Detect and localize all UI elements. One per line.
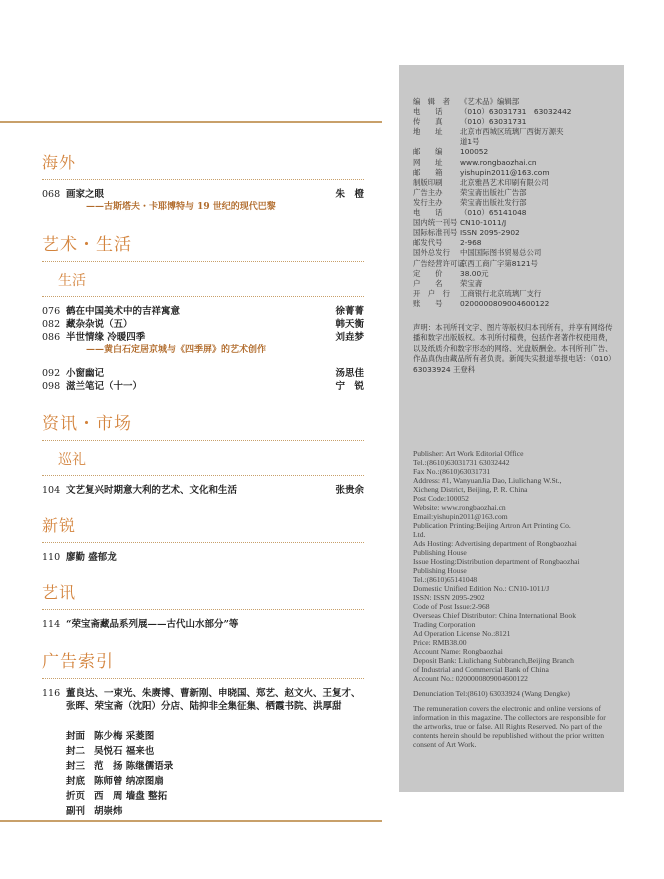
imprint-row [413,117,617,127]
imprint-label: 广告主办 [413,187,443,197]
imprint-english-line: Tel.:(8610)63031731 63032442 [413,458,510,467]
imprint-value: 中国国际图书贸易总公司 [460,248,542,258]
imprint-english-line: Website: www.rongbaozhai.cn [413,503,506,512]
imprint-row [413,147,617,157]
imprint-row [413,289,617,299]
imprint-label: 编 辑 者 [413,97,450,106]
imprint-label: 电 话 [413,107,443,117]
imprint-label: 户 名 [413,278,443,288]
imprint-row [413,218,617,228]
divider [42,440,364,441]
copyright-notice: 声明：本刊所刊文字、图片等版权归本刊所有，并享有网络传播和数字出版版权。本刊所付稿费，包括作者著作权使用费，以及纸质介和数字形态的网络、光盘版酬金。本刊所刊广告、作品真伪由藏品所有者负责。新闻失实报道举报电话：（010）63033924 王登科 [413,322,616,374]
imprint-label: 邮 编 [413,147,443,157]
section-yishu: 艺术・生活 [42,235,132,255]
imprint-value: 0200000809004600122 [460,298,550,308]
imprint-english-line: Ad Operation License No.:8121 [413,629,511,638]
toc-entry-subtitle: ——黄白石定居京城与《四季屏》的艺术创作 [86,345,267,355]
toc-entry[interactable]: 110 廖勤 盛郁龙 [42,552,117,563]
toc-entry[interactable]: 082 藏杂杂说（五） 韩天衡 [42,319,364,330]
imprint-label [413,137,460,147]
imprint-label: 国外总发行 [413,248,450,258]
imprint-english-line: Code of Post Issue:2-968 [413,602,490,611]
imprint-row [413,238,617,248]
imprint-row [413,198,617,208]
imprint-label: 国内统一刊号 [413,218,458,228]
section-xinrui: 新锐 [42,516,77,535]
imprint-english-line: Xicheng District, Beijing, P. R. China [413,485,528,494]
cover-credits [42,729,364,819]
imprint-value: yishupin2011@163.com [460,167,550,177]
imprint-row [413,208,617,218]
imprint-label: 开 户 行 [413,288,450,298]
imprint-label: 国际标准刊号 [413,228,458,238]
imprint-label: 地 址 [413,127,443,137]
divider [42,542,364,543]
imprint-row [413,178,617,188]
section-haiwai: 海外 [42,153,77,172]
top-rule [0,121,382,123]
credit-row: 封二 吴悦石 福来也 [66,746,155,757]
bottom-rule [0,820,382,822]
imprint-row [413,168,617,178]
imprint-row [413,127,617,137]
imprint-english-line: Publishing House [413,566,467,575]
imprint-chinese [413,97,617,375]
divider [42,179,364,180]
imprint-english-line: of Industrial and Commercial Bank of China [413,665,549,674]
imprint-value: 38.00元 [460,268,489,278]
imprint-label: 账 号 [413,298,443,308]
imprint-english-line: Deposit Bank: Liulichang Subbranch,Beijing Branch [413,656,574,665]
toc-entry[interactable]: 068 画家之眼 朱 橙 [42,189,364,200]
imprint-english-line: Overseas Chief Distributor: China International Book [413,611,577,620]
imprint-label: 定 价 [413,268,443,278]
imprint-row [413,228,617,238]
imprint-row [413,97,617,107]
remuneration-notice: The remuneration covers the electronic and online versions of information in this magazine. The collectors are responsible for the artworks, true or false. All Rights Reserved. No part of the contents herein should be republished without the prior written consent of Art Work. [413,704,606,749]
imprint-row [413,107,617,117]
denunciation-line: Denunciation Tel:(8610) 63033924 (Wang Dengke) [413,689,570,698]
credit-row: 封面 陈少梅 采菱图 [66,731,155,742]
imprint-row [413,259,617,269]
toc-entry[interactable]: 114 “荣宝斋藏品系列展——古代山水部分”等 [42,619,239,630]
imprint-row [413,248,617,258]
subsection-shenghuo: 生活 [58,273,86,289]
imprint-value: ISSN 2095-2902 [460,228,520,238]
imprint-label: 发行主办 [413,197,443,207]
imprint-value: （010）65141048 [460,208,527,218]
imprint-label: 制版印刷 [413,177,443,187]
imprint-english-line: Fax No.:(8610)63031731 [413,467,491,476]
imprint-row [413,279,617,289]
imprint-label: 电 话 [413,208,443,218]
toc-entry[interactable]: 092 小窗幽记 汤思佳 [42,368,364,379]
imprint-value: 荣宝斋 [460,278,483,288]
toc-entry[interactable]: 076 鹤在中国美术中的吉祥寓意 徐菁菁 [42,306,364,317]
imprint-value: （010）63031731 63032442 [460,107,572,117]
toc-entry[interactable]: 104 文艺复兴时期意大利的艺术、文化和生活 张贵余 [42,485,364,496]
imprint-value: 北京雅昌艺术印刷有限公司 [460,177,549,187]
divider [42,296,364,297]
imprint-label: 广告经营许可证 [413,258,465,268]
imprint-english-line: Email:yishupin2011@163.com [413,512,508,521]
imprint-english-line: Publishing House [413,548,467,557]
imprint-english-line: Address: #1, WanyuanJia Dao, Liulichang W.St., [413,476,562,485]
imprint-row [413,299,617,309]
imprint-english-line: Tel.:(8610)65141048 [413,575,478,584]
imprint-value: CN10-1011/J [460,218,507,228]
imprint-english-line: Account Name: Rongbaozhai [413,647,503,656]
imprint-value: 荣宝斋出版社广告部 [460,187,527,197]
imprint-value: 荣宝斋出版社发行部 [460,197,527,207]
divider [42,261,364,262]
section-zixun: 资讯・市场 [42,414,132,434]
credit-row: 折页 西 周 墙盘 整拓 [66,791,168,802]
imprint-value: 京西工商广字第8121号 [460,258,538,268]
ads-list: 董良达、一束光、朱赓博、曹新刚、申晓国、郑艺、赵文火、王复才、张晖、荣宝斋（沈阳）分店、陆抑非全集征集、栖霞书院、洪厚甜 [66,688,361,712]
imprint-english-line: Issue Hosting:Distribution department of Rongbaozhai [413,557,580,566]
imprint-row [413,188,617,198]
imprint-english [413,449,613,749]
divider [42,678,364,679]
section-yixun: 艺讯 [42,583,77,602]
divider [42,475,364,476]
table-of-contents [42,150,364,819]
toc-entry[interactable]: 086 半世情缘 冷暖四季 刘垚梦 [42,332,364,343]
imprint-label: 网 址 [413,157,443,167]
imprint-english-line: ISSN: ISSN 2095-2902 [413,593,485,602]
imprint-english-line: Publication Printing:Beijing Artron Art Printing Co. [413,521,571,530]
imprint-english-line: Ads Hosting: Advertising department of Rongbaozhai [413,539,577,548]
toc-entry[interactable]: 098 滋兰笔记（十一） 宁 锐 [42,381,364,392]
imprint-value: www.rongbaozhai.cn [460,157,537,167]
credit-row: 封底 陈师曾 纳凉图扇 [66,776,164,787]
imprint-value: 工商银行北京琉璃厂支行 [460,288,542,298]
toc-entry-ads[interactable]: 116 董良达、一束光、朱赓博、曹新刚、申晓国、郑艺、赵文火、王复才、张晖、荣宝斋（沈阳）分店、陆抑非全集征集、栖霞书院、洪厚甜 [42,687,364,713]
imprint-english-line: Publisher: Art Work Editorial Office [413,449,524,458]
subsection-xunli: 巡礼 [58,452,86,468]
imprint-english-line: Ltd. [413,530,426,539]
imprint-row [413,269,617,279]
imprint-value: 2-968 [460,238,482,248]
imprint-panel [399,65,624,792]
imprint-row [413,158,617,168]
section-ads: 广告索引 [42,652,114,672]
toc-entry-subtitle: ——古斯塔夫・卡耶博特与 19 世纪的现代巴黎 [86,202,276,212]
credit-row: 副刊 胡崇炜 [66,806,123,817]
imprint-value: （010）63031731 [460,117,527,127]
imprint-label: 传 真 [413,117,443,127]
divider [42,609,364,610]
imprint-english-line: Price: RMB38.00 [413,638,467,647]
imprint-value: 《艺术品》编辑部 [460,97,520,106]
imprint-english-line: Domestic Unified Edition No.: CN10-1011/J [413,584,550,593]
imprint-value: 北京市西城区琉璃厂西街万源夹 [460,127,564,137]
credit-row: 封三 范 扬 陈继儒语录 [66,761,174,772]
imprint-row [413,137,617,147]
imprint-label: 邮发代号 [413,238,443,248]
imprint-label: 邮 箱 [413,167,443,177]
imprint-english-line: Trading Corporation [413,620,476,629]
imprint-english-line: Post Code:100052 [413,494,469,503]
imprint-english-line: Account No.: 0200000809004600122 [413,674,528,683]
imprint-value: 道1号 [460,137,480,147]
imprint-value: 100052 [460,147,489,157]
